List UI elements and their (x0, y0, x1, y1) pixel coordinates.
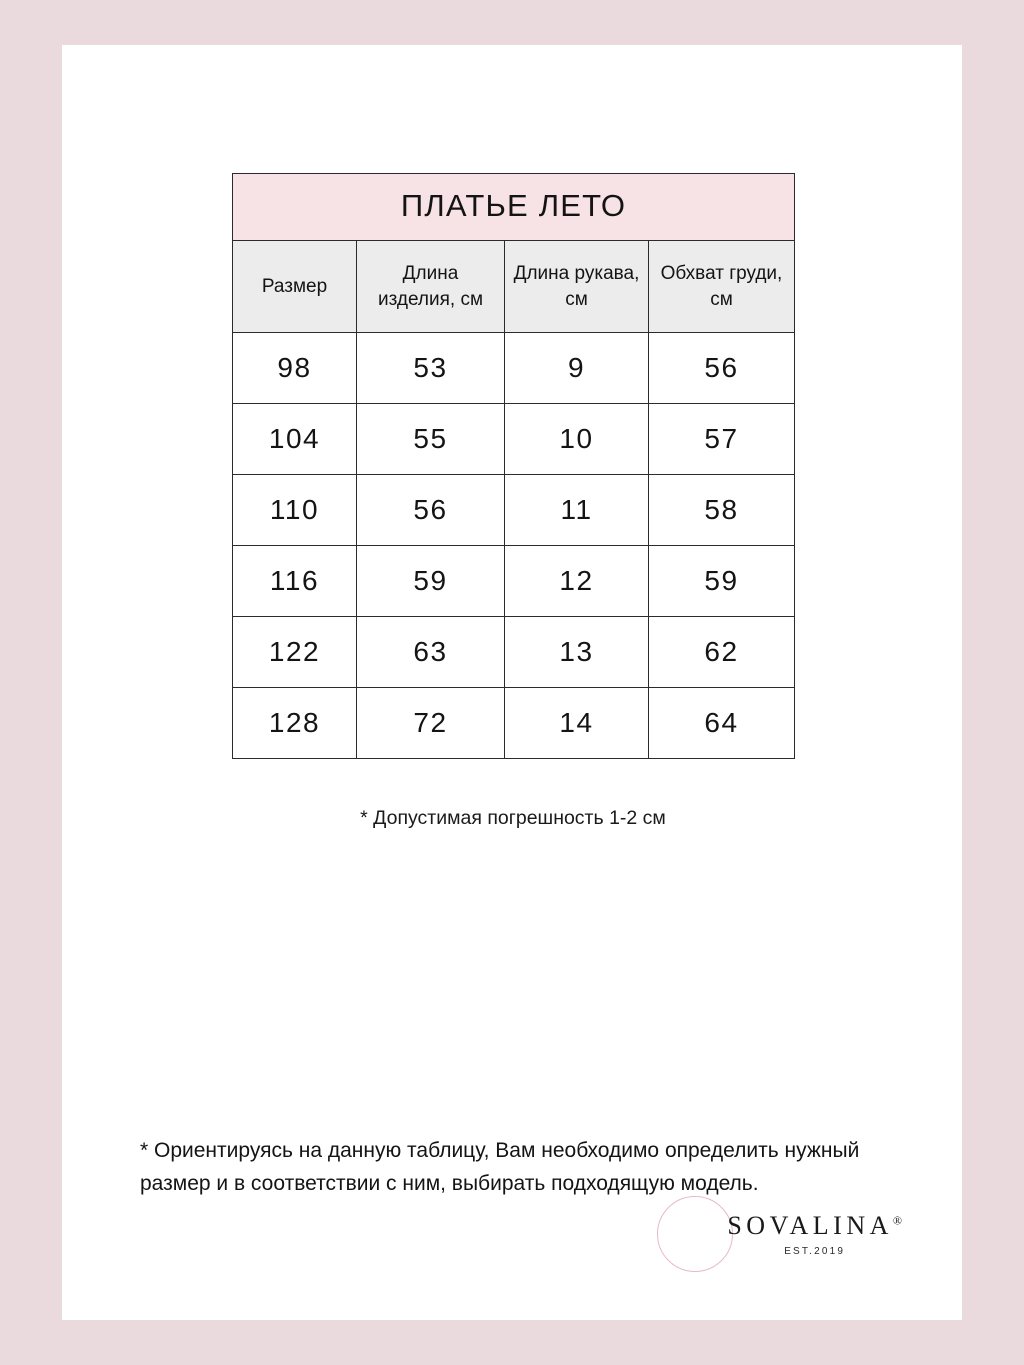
registered-mark: ® (892, 1213, 902, 1228)
table-row (233, 475, 795, 546)
cell-sleeve: 10 (505, 404, 649, 475)
cell-sleeve: 9 (505, 333, 649, 404)
table-row (233, 617, 795, 688)
brand-name-label: SOVALINA (727, 1211, 893, 1240)
table-row (233, 404, 795, 475)
table-row (233, 688, 795, 759)
brand-name (727, 1211, 902, 1241)
page-title: ПЛАТЬЕ ЛЕТО (233, 174, 795, 241)
tolerance-note: * Допустимая погрешность 1-2 см (360, 807, 666, 829)
cell-length: 56 (357, 475, 505, 546)
cell-chest: 57 (649, 404, 795, 475)
cell-sleeve: 11 (505, 475, 649, 546)
cell-size: 128 (233, 688, 357, 759)
cell-chest: 62 (649, 617, 795, 688)
cell-chest: 59 (649, 546, 795, 617)
document-page (62, 45, 962, 1320)
column-header-chest: Обхват груди, см (649, 241, 795, 333)
cell-size: 110 (233, 475, 357, 546)
cell-sleeve: 13 (505, 617, 649, 688)
cell-length: 63 (357, 617, 505, 688)
cell-sleeve: 12 (505, 546, 649, 617)
cell-chest: 58 (649, 475, 795, 546)
cell-size: 104 (233, 404, 357, 475)
cell-length: 59 (357, 546, 505, 617)
cell-length: 53 (357, 333, 505, 404)
size-table-container (232, 173, 794, 759)
table-row (233, 546, 795, 617)
table-row (233, 333, 795, 404)
table-title-row (233, 174, 795, 241)
cell-size: 98 (233, 333, 357, 404)
guidance-note: * Ориентируясь на данную таблицу, Вам необходимо определить нужный размер и в соответствии с ним, выбирать подходящую модель. (140, 1139, 860, 1195)
cell-length: 72 (357, 688, 505, 759)
cell-sleeve: 14 (505, 688, 649, 759)
table-header-row (233, 241, 795, 333)
cell-size: 116 (233, 546, 357, 617)
cell-length: 55 (357, 404, 505, 475)
brand-logo (657, 1196, 902, 1272)
column-header-sleeve: Длина рукава, см (505, 241, 649, 333)
size-table (232, 173, 795, 759)
cell-size: 122 (233, 617, 357, 688)
cell-chest: 56 (649, 333, 795, 404)
column-header-size: Размер (233, 241, 357, 333)
brand-text (671, 1211, 902, 1257)
column-header-length: Длина изделия, см (357, 241, 505, 333)
cell-chest: 64 (649, 688, 795, 759)
brand-est-label: EST.2019 (784, 1246, 846, 1257)
